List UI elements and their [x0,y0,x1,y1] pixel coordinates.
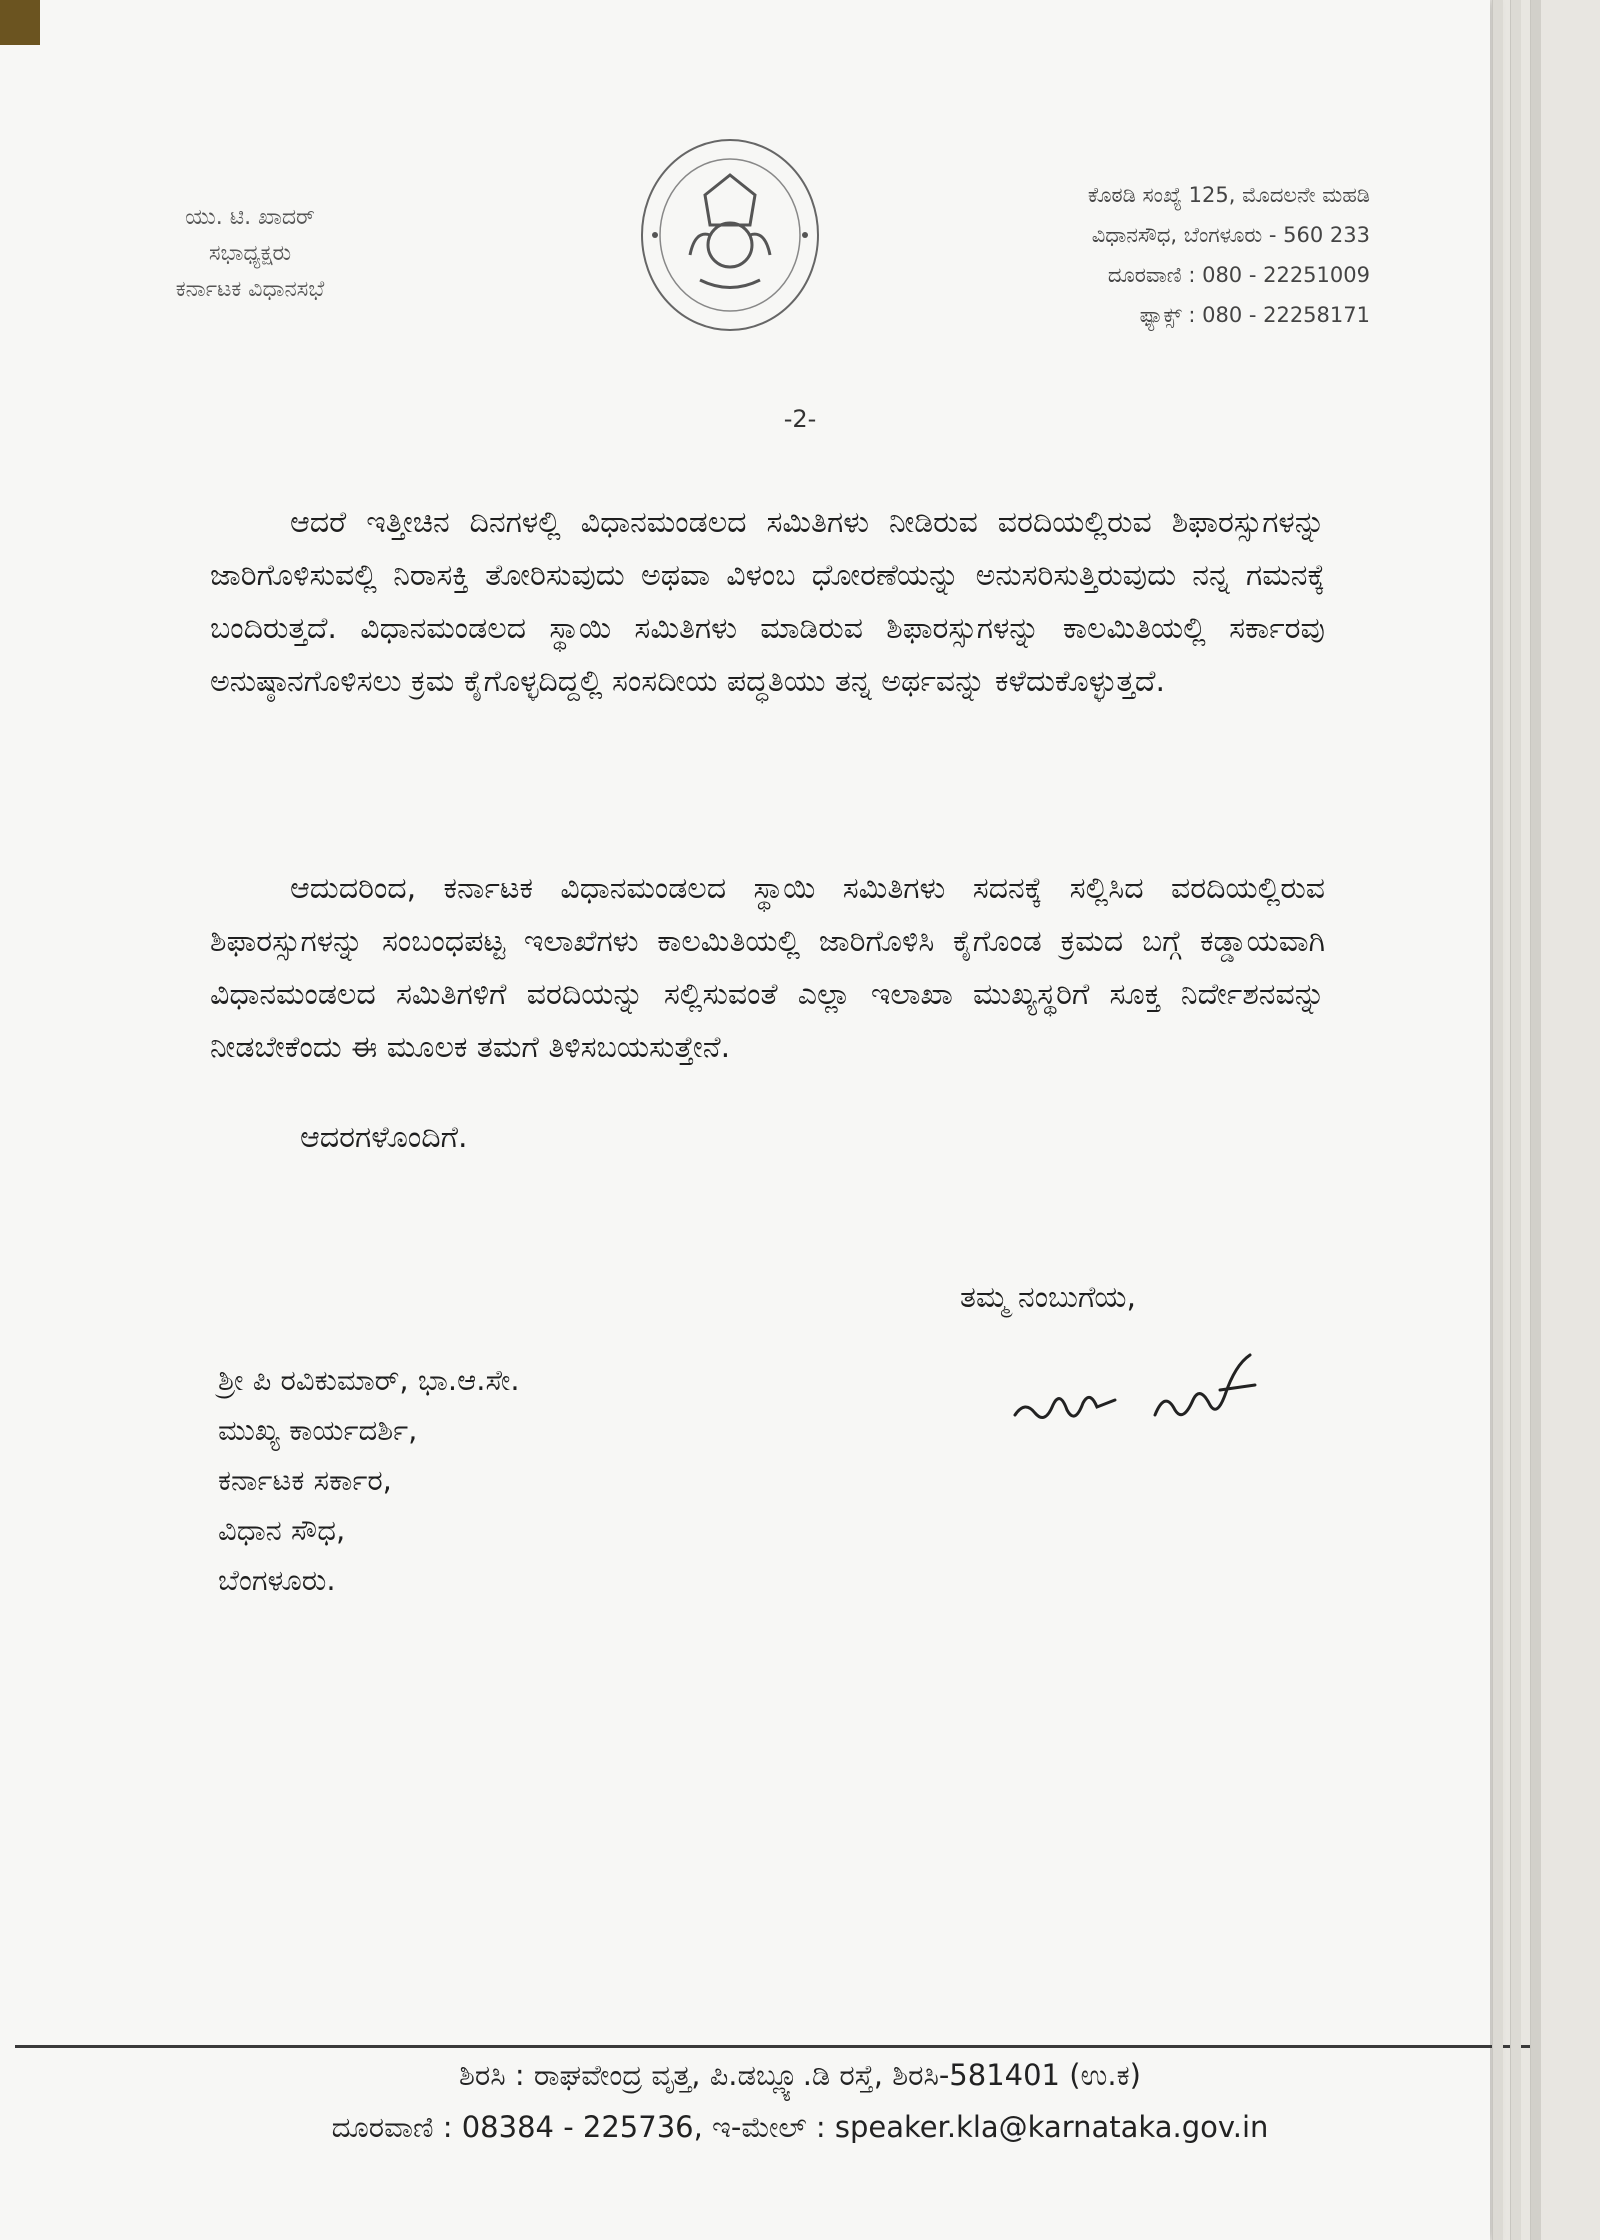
background-corner [0,0,40,45]
page-stack-edge [1492,0,1503,2240]
letterhead-name: ಯು. ಟಿ. ಖಾದರ್ [185,205,315,230]
addressee-line: ಬೆಂಗಳೂರು. [218,1563,336,1597]
footer-address: ಶಿರಸಿ : ರಾಘವೇಂದ್ರ ವೃತ್ತ, ಪಿ.ಡಬ್ಲ್ಯೂ.ಡಿ ರಸ್ತೆ, ಶಿರಸಿ-581401 (ಉ.ಕ) [459,2058,1141,2092]
office-room: ಕೊಠಡಿ ಸಂಖ್ಯೆ 125, ಮೊದಲನೇ ಮಹಡಿ [1087,183,1370,207]
addressee-line: ಶ್ರೀ ಪಿ ರವಿಕುಮಾರ್, ಭಾ.ಆ.ಸೇ. [218,1363,520,1397]
office-fax: ಫ್ಯಾಕ್ಸ್ : 080 - 22258171 [1139,303,1370,327]
state-emblem-seal [635,135,825,335]
footer-contact: ದೂರವಾಣಿ : 08384 - 225736, ಇ-ಮೇಲ್ : speaker.kla@karnataka.gov.in [331,2110,1269,2144]
page-stack-edge [1510,0,1521,2240]
office-address: ವಿಧಾನಸೌಧ, ಬೆಂಗಳೂರು - 560 233 [1091,223,1370,247]
body-paragraph-1: ಆದರೆ ಇತ್ತೀಚಿನ ದಿನಗಳಲ್ಲಿ ವಿಧಾನಮಂಡಲದ ಸಮಿತಿಗಳು ನೀಡಿರುವ ವರದಿಯಲ್ಲಿರುವ ಶಿಫಾರಸ್ಸುಗಳನ್ನು ಜಾರಿಗೊಳಿಸುವಲ್ಲಿ ನಿರಾಸಕ್ತಿ ತೋರಿಸುವುದು ಅಥವಾ ವಿಳಂಬ ಧೋರಣೆಯನ್ನು ಅನುಸರಿಸುತ್ತಿರುವುದು ನನ್ನ ಗಮನಕ್ಕೆ ಬಂದಿರುತ್ತದೆ. ವಿಧಾನಮಂಡಲದ ಸ್ಥಾಯಿ ಸಮಿತಿಗಳು ಮಾಡಿರುವ ಶಿಫಾರಸ್ಸುಗಳನ್ನು ಕಾಲಮಿತಿಯಲ್ಲಿ ಸರ್ಕಾರವು ಅನುಷ್ಠಾನಗೊಳಿಸಲು ಕ್ರಮ ಕೈಗೊಳ್ಳದಿದ್ದಲ್ಲಿ ಸಂಸದೀಯ ಪದ್ಧತಿಯು ತನ್ನ ಅರ್ಥವನ್ನು ಕಳೆದುಕೊಳ್ಳುತ್ತದೆ. [210,505,1325,699]
footer-divider [15,2045,1540,2048]
page-stack-edge [1530,0,1541,2240]
addressee-line: ವಿಧಾನ ಸೌಧ, [218,1513,346,1547]
addressee-block [218,1355,520,1605]
letterhead-right [960,175,1370,335]
handwritten-signature [1005,1345,1275,1435]
closing-line: ಆದರಗಳೊಂದಿಗೆ. [300,1120,468,1155]
addressee-line: ಕರ್ನಾಟಕ ಸರ್ಕಾರ, [218,1463,392,1497]
addressee-line: ಮುಖ್ಯ ಕಾರ್ಯದರ್ಶಿ, [218,1413,418,1447]
office-phone: ದೂರವಾಣಿ : 080 - 22251009 [1107,263,1370,287]
letterhead-org: ಕರ್ನಾಟಕ ವಿಧಾನಸಭೆ [175,277,325,302]
letterhead-title: ಸಭಾಧ್ಯಕ್ಷರು [208,241,292,266]
page-number: -2- [783,405,817,433]
letterhead-left [110,200,390,308]
body-paragraph-2: ಆದುದರಿಂದ, ಕರ್ನಾಟಕ ವಿಧಾನಮಂಡಲದ ಸ್ಥಾಯಿ ಸಮಿತಿಗಳು ಸದನಕ್ಕೆ ಸಲ್ಲಿಸಿದ ವರದಿಯಲ್ಲಿರುವ ಶಿಫಾರಸ್ಸುಗಳನ್ನು ಸಂಬಂಧಪಟ್ಟ ಇಲಾಖೆಗಳು ಕಾಲಮಿತಿಯಲ್ಲಿ ಜಾರಿಗೊಳಿಸಿ ಕೈಗೊಂಡ ಕ್ರಮದ ಬಗ್ಗೆ ಕಡ್ಡಾಯವಾಗಿ ವಿಧಾನಮಂಡಲದ ಸಮಿತಿಗಳಿಗೆ ವರದಿಯನ್ನು ಸಲ್ಲಿಸುವಂತೆ ಎಲ್ಲಾ ಇಲಾಖಾ ಮುಖ್ಯಸ್ಥರಿಗೆ ಸೂಕ್ತ ನಿರ್ದೇಶನವನ್ನು ನೀಡಬೇಕೆಂದು ಈ ಮೂಲಕ ತಮಗೆ ತಿಳಿಸಬಯಸುತ್ತೇನೆ. [210,871,1325,1065]
yours-faithfully: ತಮ್ಮ ನಂಬುಗೆಯ, [960,1280,1137,1315]
